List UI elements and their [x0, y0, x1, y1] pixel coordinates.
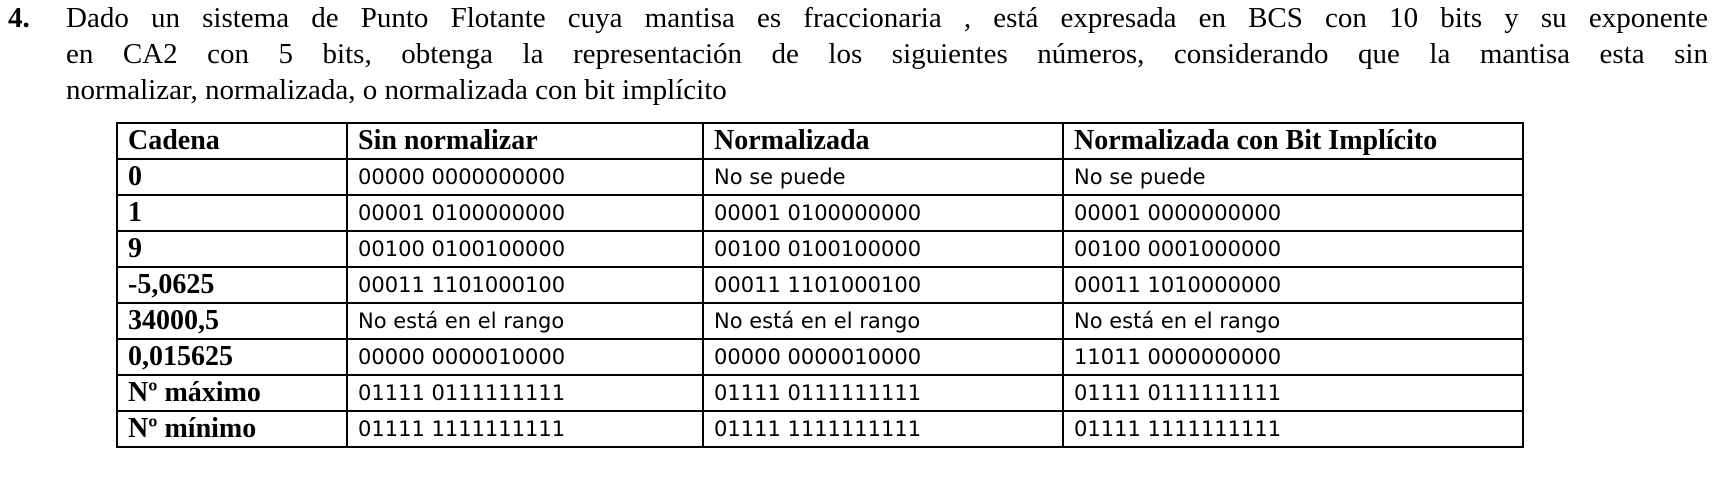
problem-text-line-3: normalizar, normalizada, o normalizada con bit implícito: [66, 74, 727, 106]
table-row: [117, 303, 1523, 339]
bit-implicito-cell: 00011 1010000000: [1063, 267, 1523, 303]
normalizada-cell: 01111 1111111111: [703, 411, 1063, 447]
sin-normalizar-cell: 00100 0100100000: [347, 231, 703, 267]
problem-statement: [8, 0, 1708, 108]
table-row: [117, 267, 1523, 303]
sin-normalizar-cell: 00011 1101000100: [347, 267, 703, 303]
header-sin-normalizar: Sin normalizar: [347, 123, 703, 159]
cadena-cell: Nº máximo: [117, 375, 347, 411]
table-row: [117, 375, 1523, 411]
normalizada-cell: No está en el rango: [703, 303, 1063, 339]
sin-normalizar-cell: 01111 0111111111: [347, 375, 703, 411]
problem-text-line-1: Dado un sistema de Punto Flotante cuya mantisa es fraccionaria , está expresada en BCS con 10 bits y su exponente: [66, 2, 1708, 34]
table-row: [117, 411, 1523, 447]
sin-normalizar-cell: 00001 0100000000: [347, 195, 703, 231]
bit-implicito-cell: 00001 0000000000: [1063, 195, 1523, 231]
sin-normalizar-cell: 00000 0000010000: [347, 339, 703, 375]
bit-implicito-cell: No está en el rango: [1063, 303, 1523, 339]
problem-number: 4.: [8, 2, 30, 34]
bit-implicito-cell: 01111 1111111111: [1063, 411, 1523, 447]
normalizada-cell: 00000 0000010000: [703, 339, 1063, 375]
bit-implicito-cell: 11011 0000000000: [1063, 339, 1523, 375]
sin-normalizar-cell: 00000 0000000000: [347, 159, 703, 195]
problem-text-line-2: en CA2 con 5 bits, obtenga la representación de los siguientes números, considerando que la mantisa esta sin: [66, 38, 1708, 70]
header-normalizada: Normalizada: [703, 123, 1063, 159]
normalizada-cell: 00100 0100100000: [703, 231, 1063, 267]
normalizada-cell: 01111 0111111111: [703, 375, 1063, 411]
table-row: [117, 159, 1523, 195]
bit-implicito-cell: 00100 0001000000: [1063, 231, 1523, 267]
bit-implicito-cell: 01111 0111111111: [1063, 375, 1523, 411]
cadena-cell: 34000,5: [117, 303, 347, 339]
cadena-cell: 0,015625: [117, 339, 347, 375]
cadena-cell: 1: [117, 195, 347, 231]
cadena-cell: Nº mínimo: [117, 411, 347, 447]
table-row: [117, 231, 1523, 267]
table-header-row: [117, 123, 1523, 159]
header-cadena: Cadena: [117, 123, 347, 159]
bit-implicito-cell: No se puede: [1063, 159, 1523, 195]
header-bit-implicito: Normalizada con Bit Implícito: [1063, 123, 1523, 159]
problem-line-3: [8, 72, 1708, 108]
normalizada-cell: 00011 1101000100: [703, 267, 1063, 303]
cadena-cell: -5,0625: [117, 267, 347, 303]
representation-table: [116, 122, 1524, 448]
normalizada-cell: No se puede: [703, 159, 1063, 195]
table-row: [117, 195, 1523, 231]
sin-normalizar-cell: 01111 1111111111: [347, 411, 703, 447]
problem-line-1: [8, 0, 1708, 36]
table-row: [117, 339, 1523, 375]
cadena-cell: 0: [117, 159, 347, 195]
problem-line-2: [8, 36, 1708, 72]
sin-normalizar-cell: No está en el rango: [347, 303, 703, 339]
cadena-cell: 9: [117, 231, 347, 267]
normalizada-cell: 00001 0100000000: [703, 195, 1063, 231]
